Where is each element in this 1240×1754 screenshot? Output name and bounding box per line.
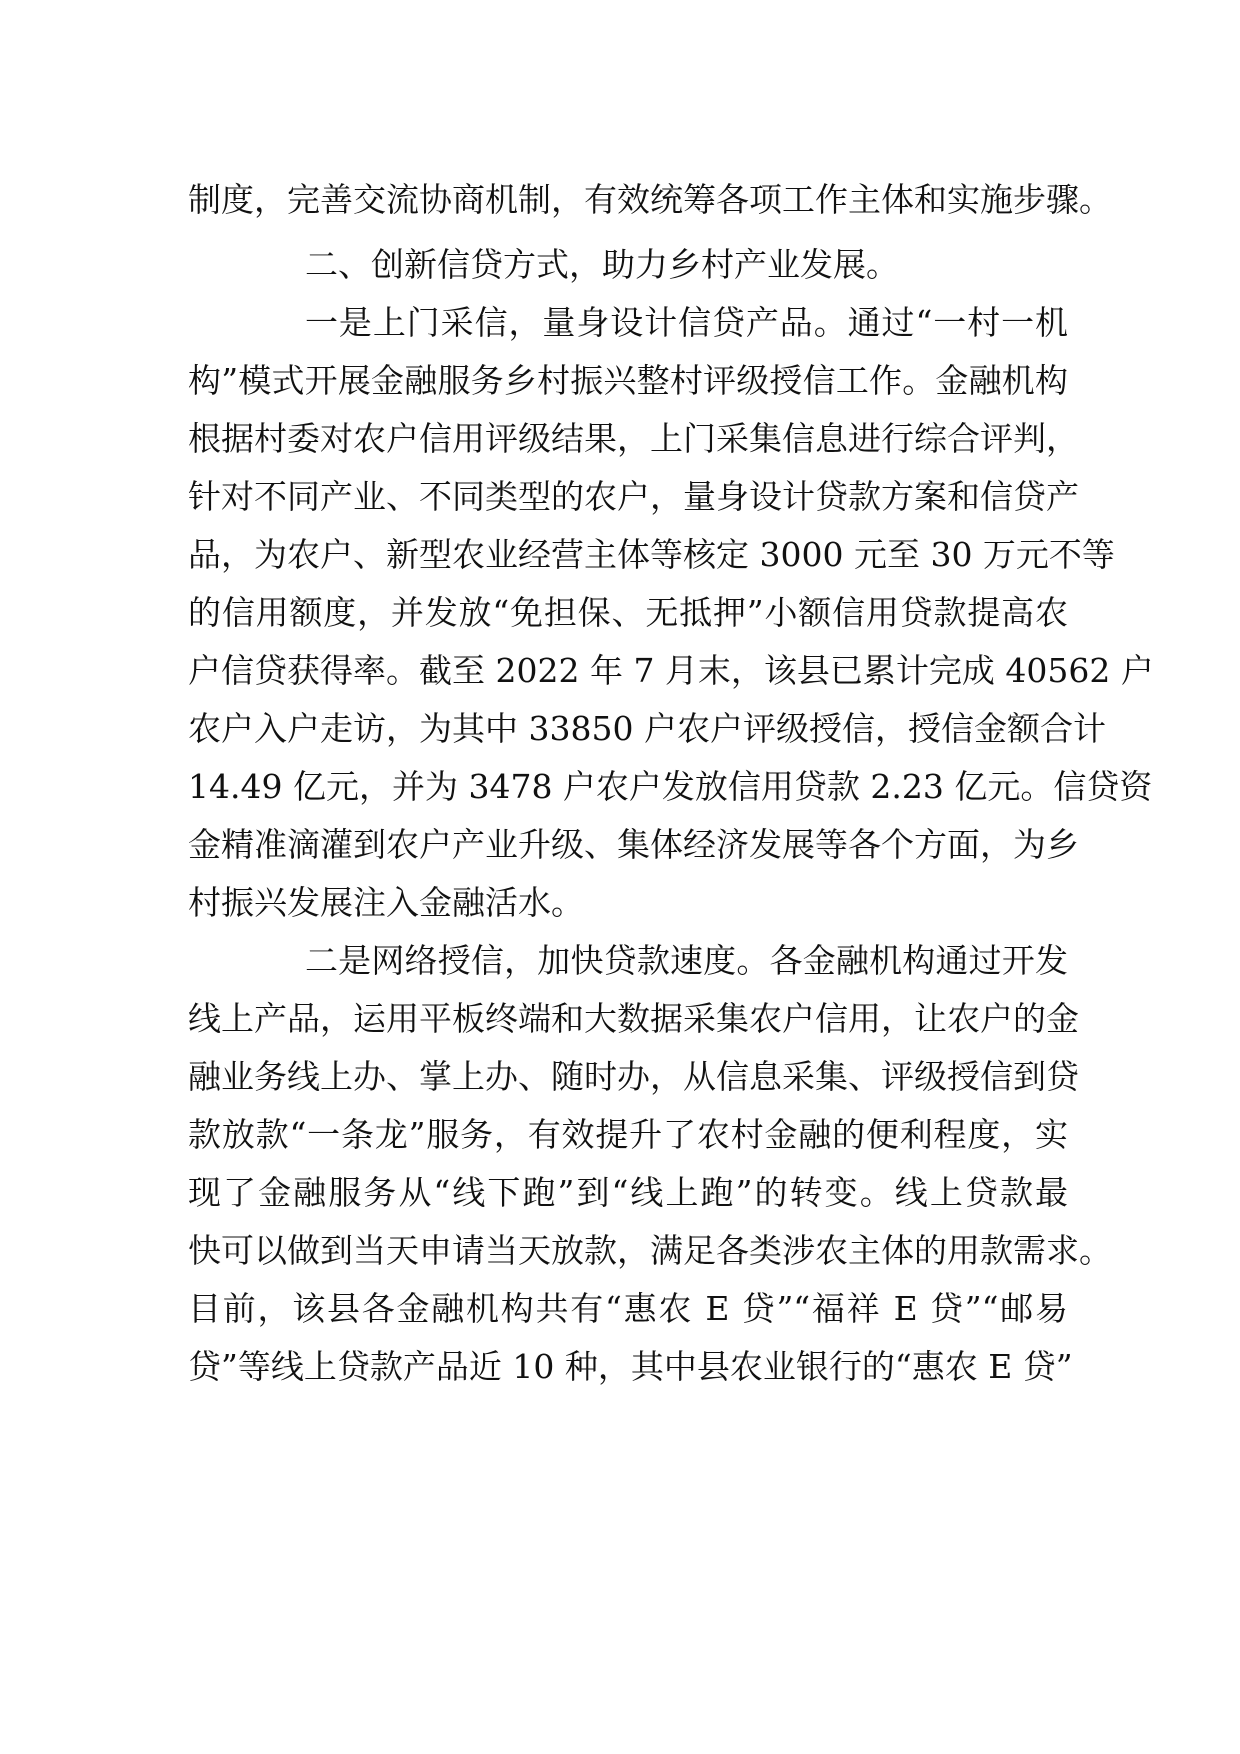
paragraph-lead-line: 一是上门采信，量身设计信贷产品。通过“一村一机	[305, 303, 1068, 342]
body-text-line: 现了金融服务从“线下跑”到“线上跑”的转变。线上贷款最	[188, 1173, 1068, 1212]
body-text-line: 14.49 亿元，并为 3478 户农户发放信用贷款 2.23 亿元。信贷资	[188, 767, 1153, 806]
body-text-line: 贷”等线上贷款产品近 10 种，其中县农业银行的“惠农 E 贷”	[188, 1347, 1073, 1386]
body-text-line: 制度，完善交流协商机制，有效统筹各项工作主体和实施步骤。	[188, 180, 1112, 219]
paragraph-lead-line: 二是网络授信，加快贷款速度。各金融机构通过开发	[305, 941, 1068, 980]
body-text-line: 根据村委对农户信用评级结果，上门采集信息进行综合评判，	[188, 419, 1079, 458]
body-text-line: 目前，该县各金融机构共有“惠农 E 贷”“福祥 E 贷”“邮易	[188, 1289, 1068, 1328]
body-text-line: 村振兴发展注入金融活水。	[188, 883, 584, 922]
section-heading: 二、创新信贷方式，助力乡村产业发展。	[305, 245, 899, 284]
body-text-line: 的信用额度，并发放“免担保、无抵押”小额信用贷款提高农	[188, 593, 1068, 632]
body-text-line: 融业务线上办、掌上办、随时办，从信息采集、评级授信到贷	[188, 1057, 1079, 1096]
body-text-line: 农户入户走访，为其中 33850 户农户评级授信，授信金额合计	[188, 709, 1106, 748]
body-text-line: 针对不同产业、不同类型的农户，量身设计贷款方案和信贷产	[188, 477, 1079, 516]
body-text-line: 品，为农户、新型农业经营主体等核定 3000 元至 30 万元不等	[188, 535, 1115, 574]
body-text-line: 金精准滴灌到农户产业升级、集体经济发展等各个方面，为乡	[188, 825, 1079, 864]
body-text-line: 构”模式开展金融服务乡村振兴整村评级授信工作。金融机构	[188, 361, 1068, 400]
body-text-line: 户信贷获得率。截至 2022 年 7 月末，该县已累计完成 40562 户	[188, 651, 1154, 690]
body-text-line: 款放款“一条龙”服务，有效提升了农村金融的便利程度，实	[188, 1115, 1068, 1154]
body-text-line: 快可以做到当天申请当天放款，满足各类涉农主体的用款需求。	[188, 1231, 1112, 1270]
body-text-line: 线上产品，运用平板终端和大数据采集农户信用，让农户的金	[188, 999, 1079, 1038]
